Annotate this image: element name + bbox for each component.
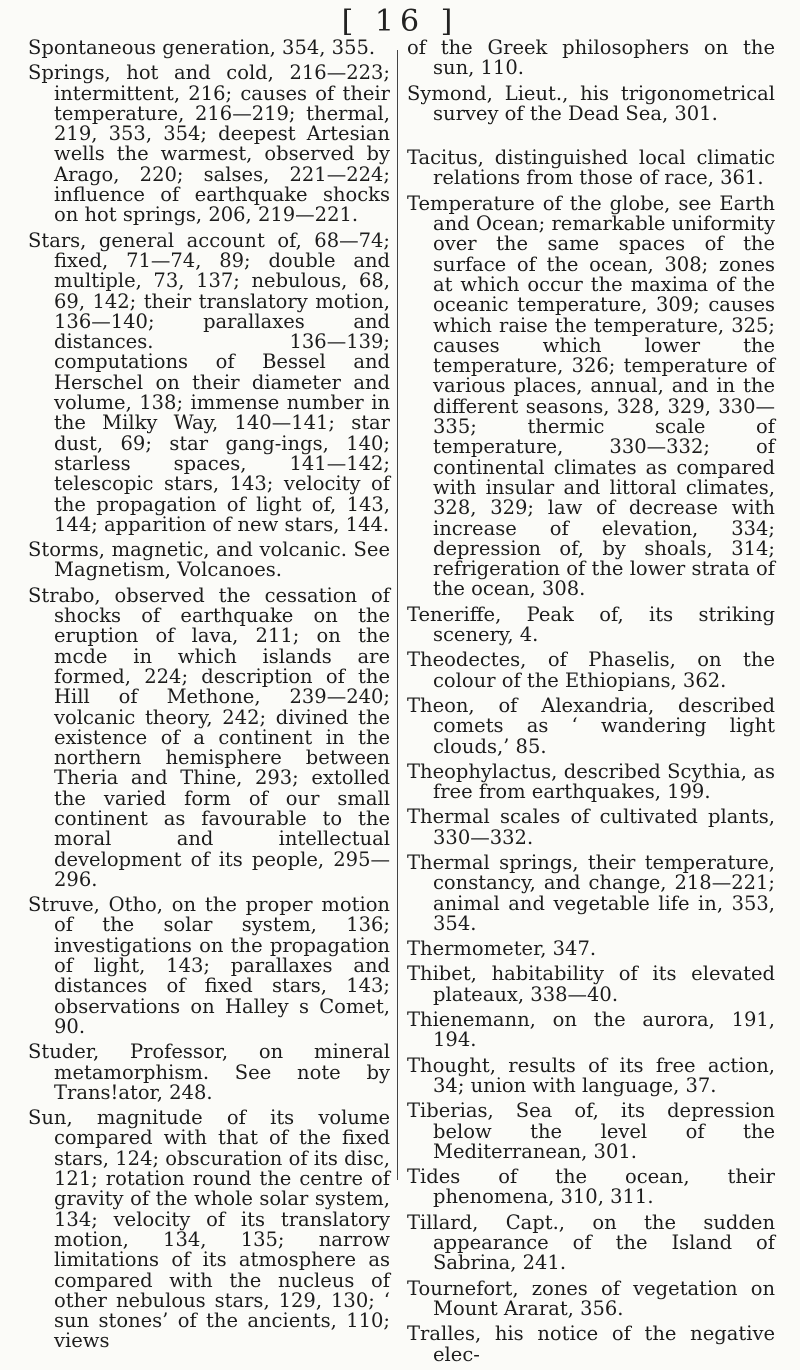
column-divider xyxy=(397,50,398,1180)
index-entry-thermal-springs: Thermal springs, their temperature, constancy, and change, 218—221; animal and vegetable life in, 353, 354. xyxy=(407,850,775,935)
index-entry-symond: Symond, Lieut., his trigonometrical survey of the Dead Sea, 301. xyxy=(407,81,775,125)
index-column-right xyxy=(407,38,775,1370)
index-entry-thienemann: Thienemann, on the aurora, 191, 194. xyxy=(407,1008,775,1052)
index-column-left xyxy=(28,38,390,1357)
index-entry-sun-continued: of the Greek philosophers on the sun, 110. xyxy=(407,36,775,80)
index-entry-theon: Theon, of Alexandria, described comets as ‘ wandering light clouds,’ 85. xyxy=(407,693,775,758)
index-entry-stars: Stars, general account of, 68—74; fixed, 71—74, 89; double and multiple, 73, 137; nebulous, 68, 69, 142; their translatory motion, 136—140; parallaxes and distances. 136—139; computations of Bessel and Herschel on their diameter and volume, 138; immense number in the Milky Way, 140—141; star dust, 69; star gang-ings, 140; starless spaces, 141—142; telescopic stars, 143; velocity of the propagation of light of, 143, 144; apparition of new stars, 144. xyxy=(28,228,390,536)
index-entry-springs: Springs, hot and cold, 216—223; intermittent, 216; causes of their temperature, 216—219; thermal, 219, 353, 354; deepest Artesian wells the warmest, observed by Arago, 220; salses, 221—224; influence of earthquake shocks on hot springs, 206, 219—221. xyxy=(28,61,390,227)
index-entry-spontaneous-generation: Spontaneous generation, 354, 355. xyxy=(28,36,376,59)
index-entry-thibet: Thibet, habitability of its elevated plateaux, 338—40. xyxy=(407,962,775,1006)
index-entry-theodectes: Theodectes, of Phaselis, on the colour of the Ethiopians, 362. xyxy=(407,648,775,692)
index-entry-studer: Studer, Professor, on mineral metamorphism. See note by Trans!ator, 248. xyxy=(28,1040,390,1104)
index-entry-tillard: Tillard, Capt., on the sudden appearance of the Island of Sabrina, 241. xyxy=(407,1210,775,1275)
index-entry-thermometer: Thermometer, 347. xyxy=(407,937,597,961)
index-entry-tiberias: Tiberias, Sea of, its depression below the level of the Mediterranean, 301. xyxy=(407,1099,775,1163)
page-number: [ 16 ] xyxy=(341,4,459,39)
index-entry-theophylactus: Theophylactus, described Scythia, as free from earthquakes, 199. xyxy=(407,759,775,804)
index-entry-tacitus: Tacitus, distinguished local climatic relations from those of race, 361. xyxy=(407,146,775,190)
index-entry-thought: Thought, results of its free action, 34; union with language, 37. xyxy=(407,1053,775,1097)
index-entry-struve: Struve, Otho, on the proper motion of the solar system, 136; investigations on the propagation of light, 143; parallaxes and distances of fixed stars, 143; observations on Halley s Comet, 90. xyxy=(28,893,390,1038)
index-entry-temperature: Temperature of the globe, see Earth and Ocean; remarkable uniformity over the same spaces of the surface of the ocean, 308; zones at which occur the maxima of the oceanic temperature, 309; causes which raise the temperature, 325; causes which lower the temperature, 326; temperature of various places, annual, and in the different seasons, 328, 329, 330—335; thermic scale of temperature, 330—332; of continental climates as compared with insular and littoral climates, 328, 329; law of decrease with increase of elevation, 334; depression of, by shoals, 314; refrigeration of the lower strata of the ocean, 308. xyxy=(407,191,775,601)
index-entry-tides: Tides of the ocean, their phenomena, 310, 311. xyxy=(407,1165,775,1209)
index-entry-tournefort: Tournefort, zones of vegetation on Mount Ararat, 356. xyxy=(407,1276,775,1320)
index-entry-storms: Storms, magnetic, and volcanic. See Magnetism, Volcanoes. xyxy=(28,538,390,582)
index-entry-thermal-scales: Thermal scales of cultivated plants, 330—332. xyxy=(407,805,775,849)
index-entry-strabo: Strabo, observed the cessation of shocks of earthquake on the eruption of lava, 211; on the mcde in which islands are formed, 224; description of the Hill of Methone, 239—240; volcanic theory, 242; divined the existence of a continent in the northern hemisphere between Theria and Thine, 293; extolled the varied form of our small continent as favourable to the moral and intellectual development of its people, 295—296. xyxy=(28,583,390,891)
index-entry-teneriffe: Teneriffe, Peak of, its striking scenery, 4. xyxy=(407,602,775,647)
index-entry-tralles: Tralles, his notice of the negative elec- xyxy=(407,1322,775,1366)
index-entry-sun: Sun, magnitude of its volume compared with that of the fixed stars, 124; obscuration of its disc, 121; rotation round the centre of gravity of the whole solar system, 134; velocity of its translatory motion, 134, 135; narrow limitations of its atmosphere as compared with the nucleus of other nebulous stars, 129, 130; ‘ sun stones’ of the ancients, 110; views xyxy=(28,1106,390,1353)
